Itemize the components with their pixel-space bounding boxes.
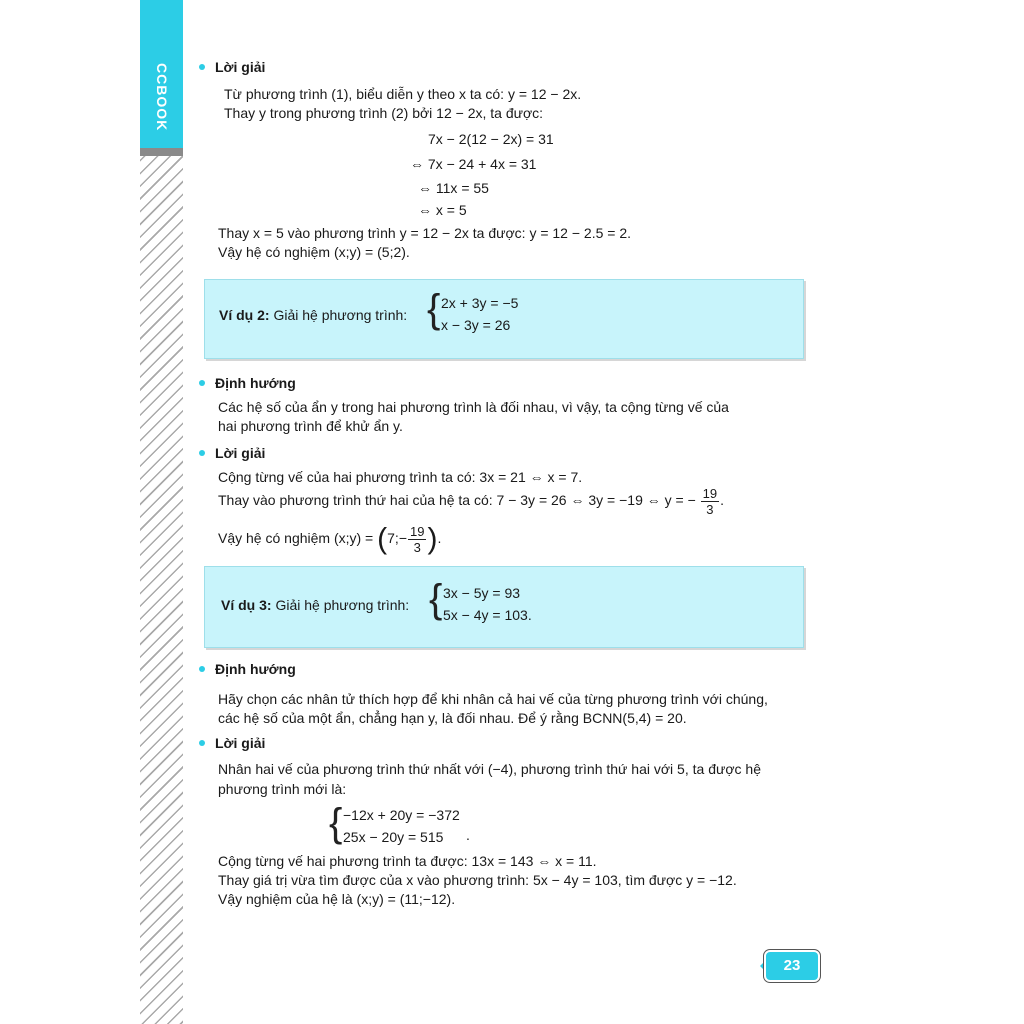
- equation: 7x − 2(12 − 2x) = 31: [428, 131, 554, 147]
- bullet-dot: [199, 740, 205, 746]
- text-segment: Thay vào phương trình thứ hai của hệ ta có: 7 − 3y = 26 ⇔ 3y = −19 ⇔ y = −: [218, 492, 696, 508]
- example-label: Ví dụ 2:: [219, 307, 270, 323]
- text-line: Thay y trong phương trình (2) bởi 12 − 2x, ta được:: [224, 105, 544, 121]
- example-text: Giải hệ phương trình:: [273, 307, 408, 323]
- system-equation: [343, 828, 443, 847]
- fraction-denominator: 3: [413, 539, 421, 555]
- section-heading: Lời giải: [215, 735, 266, 751]
- text-line: Các hệ số của ẩn y trong hai phương trình là đối nhau, vì vậy, ta cộng từng vế của: [218, 399, 729, 415]
- example-box: [204, 566, 804, 648]
- text-line: Vậy nghiệm của hệ là (x;y) = (11;−12).: [218, 891, 456, 907]
- text-line: Thay x = 5 vào phương trình y = 12 − 2x ta được: y = 12 − 2.5 = 2.: [218, 225, 632, 241]
- bullet-dot: [199, 666, 205, 672]
- fraction-numerator: 19: [702, 485, 718, 501]
- system-equation: [443, 606, 532, 625]
- text-line: [218, 480, 724, 520]
- paren-right: ): [427, 522, 438, 556]
- equation-text: 25x − 20y = 515: [343, 829, 444, 845]
- system-equation: 2x + 3y = −5: [441, 295, 519, 311]
- text-line: Từ phương trình (1), biểu diễn y theo x ta có: y = 12 − 2x.: [224, 86, 582, 102]
- text-segment: Vậy hệ có nghiệm (x;y) =: [218, 530, 378, 546]
- example-title: [219, 306, 407, 325]
- brand-label: CCBOOK: [154, 63, 170, 132]
- text-line: [218, 516, 441, 560]
- fraction: [408, 524, 426, 555]
- equation-dot: .: [527, 607, 532, 623]
- fraction: [701, 486, 719, 517]
- page-number: 23: [766, 952, 818, 980]
- equation-text: 5x − 4y = 103: [443, 607, 528, 623]
- example-text: Giải hệ phương trình:: [275, 597, 410, 613]
- example-title: [221, 596, 409, 615]
- system-brace: {: [429, 577, 443, 621]
- text-line: Nhân hai vế của phương trình thứ nhất với (−4), phương trình thứ hai với 5, ta được hệ: [218, 761, 761, 777]
- system-equation: x − 3y = 26: [441, 317, 511, 333]
- text-line: hai phương trình để khử ẩn y.: [218, 418, 403, 434]
- text-line: Cộng từng vế hai phương trình ta được: 13x = 143 ⇔ x = 11.: [218, 853, 597, 869]
- equation: ⇔ 7x − 24 + 4x = 31: [410, 156, 537, 172]
- system-equation: −12x + 20y = −372: [343, 807, 460, 823]
- section-heading: Lời giải: [215, 445, 266, 461]
- fraction-denominator: 3: [706, 501, 714, 517]
- text-line: Hãy chọn các nhân tử thích hợp để khi nhân cả hai vế của từng phương trình với chúng,: [218, 691, 768, 707]
- section-heading: Định hướng: [215, 375, 296, 391]
- equation-dot: .: [466, 827, 470, 843]
- system-equation: 3x − 5y = 93: [443, 585, 521, 601]
- system-brace: {: [329, 801, 343, 845]
- bullet-dot: [199, 380, 205, 386]
- bullet-dot: [199, 450, 205, 456]
- system-brace: {: [427, 287, 441, 331]
- section-heading: Định hướng: [215, 661, 296, 677]
- text-line: Cộng từng vế của hai phương trình ta có: 3x = 21 ⇔ x = 7.: [218, 469, 583, 485]
- text-line: phương trình mới là:: [218, 781, 347, 797]
- example-label: Ví dụ 3:: [221, 597, 272, 613]
- text-segment: 7;−: [387, 530, 407, 546]
- equation: ⇔ x = 5: [418, 202, 467, 218]
- fraction-numerator: 19: [410, 523, 425, 539]
- text-line: Thay giá trị vừa tìm được của x vào phương trình: 5x − 4y = 103, tìm được y = −12.: [218, 872, 737, 888]
- equation: ⇔ 11x = 55: [418, 180, 489, 196]
- text-segment: .: [437, 530, 442, 546]
- text-line: các hệ số của một ẩn, chẳng hạn y, là đối nhau. Để ý rằng BCNN(5,4) = 20.: [218, 710, 687, 726]
- section-heading: Lời giải: [215, 59, 266, 75]
- bullet-dot: [199, 64, 205, 70]
- text-segment: .: [720, 492, 725, 508]
- example-box: [204, 279, 804, 359]
- paren-left: (: [377, 522, 388, 556]
- text-line: Vậy hệ có nghiệm (x;y) = (5;2).: [218, 244, 410, 260]
